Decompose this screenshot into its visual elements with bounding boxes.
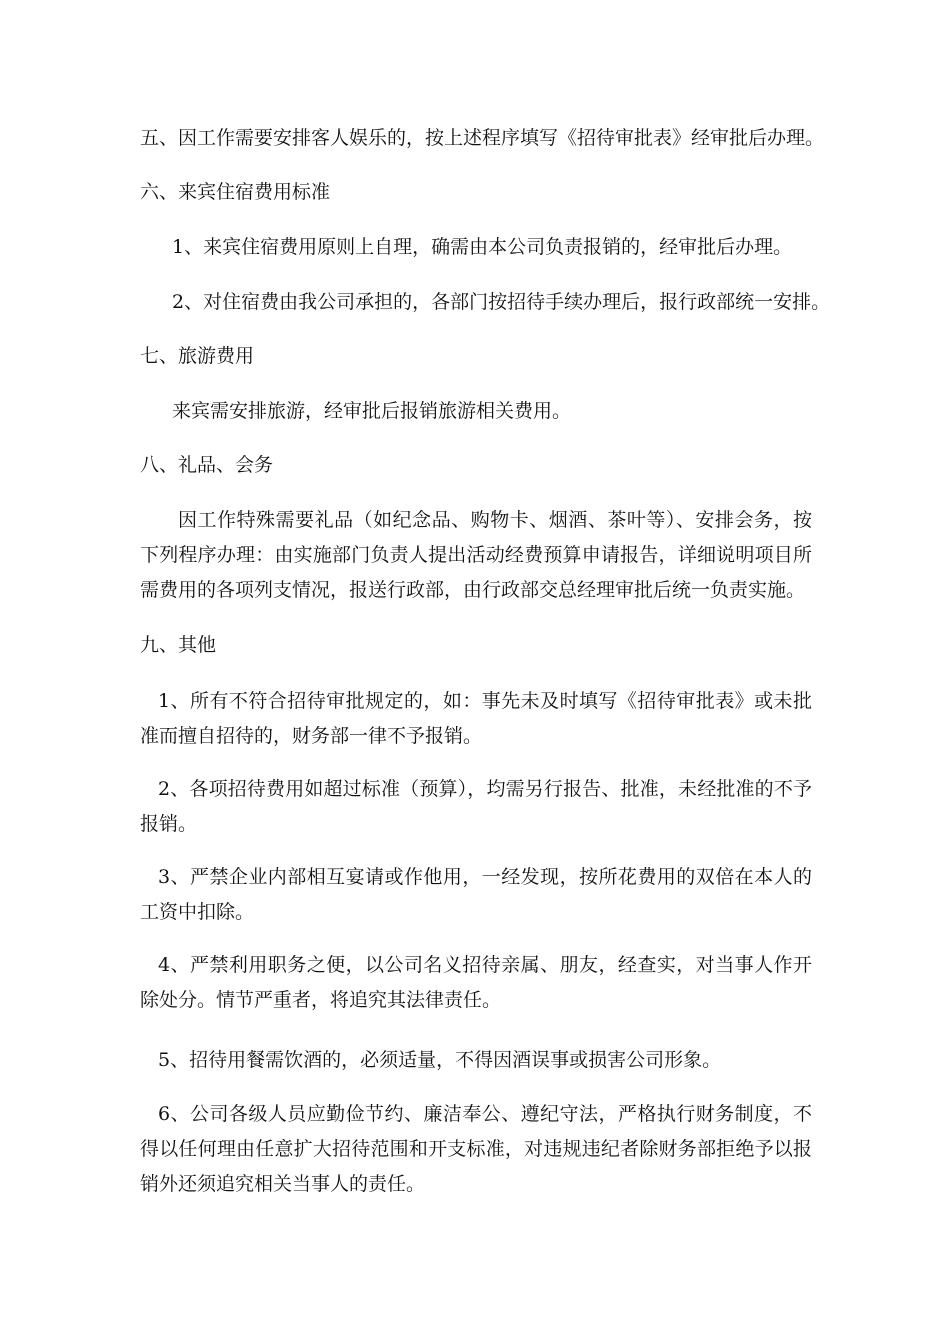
section-6-heading: 六、来宾住宿费用标准 <box>140 181 331 203</box>
section-6-item-1: 1、来宾住宿费用原则上自理，确需由本公司负责报销的，经审批后办理。 <box>172 236 793 258</box>
section-9-item-5: 5、招待用餐需饮酒的，必须适量，不得因酒误事或损害公司形象。 <box>158 1049 722 1071</box>
section-7-body: 来宾需安排旅游，经审批后报销旅游相关费用。 <box>172 400 572 422</box>
section-9-item-4: 4、严禁利用职务之便，以公司名义招待亲属、朋友，经查实，对当事人作开除处分。情节严重者，将追究其法律责任。 <box>140 954 812 1011</box>
section-8-body: 因工作特殊需要礼品（如纪念品、购物卡、烟酒、茶叶等）、安排会务，按下列程序办理：由实施部门负责人提出活动经费预算申请报告，详细说明项目所需费用的各项列支情况，报送行政部，由行政部交总经理审批后统一负责实施。 <box>140 509 812 601</box>
section-8-heading: 八、礼品、会务 <box>140 454 274 476</box>
section-9-item-3: 3、严禁企业内部相互宴请或作他用，一经发现，按所花费用的双倍在本人的工资中扣除。 <box>140 866 812 923</box>
section-7-heading: 七、旅游费用 <box>140 345 255 367</box>
section-9-item-6: 6、公司各级人员应勤俭节约、廉洁奉公、遵纪守法，严格执行财务制度，不得以任何理由任意扩大招待范围和开支标准，对违规违纪者除财务部拒绝予以报销外还须追究相关当事人的责任。 <box>140 1103 812 1195</box>
section-9-heading: 九、其他 <box>140 634 217 656</box>
section-5-text: 五、因工作需要安排客人娱乐的，按上述程序填写《招待审批表》经审批后办理。 <box>140 127 825 149</box>
section-6-item-2: 2、对住宿费由我公司承担的，各部门按招待手续办理后，报行政部统一安排。 <box>172 291 831 313</box>
section-9-item-1: 1、所有不符合招待审批规定的，如：事先未及时填写《招待审批表》或未批准而擅自招待的，财务部一律不予报销。 <box>140 690 812 747</box>
section-9-item-2: 2、各项招待费用如超过标准（预算），均需另行报告、批准，未经批准的不予报销。 <box>140 778 812 835</box>
